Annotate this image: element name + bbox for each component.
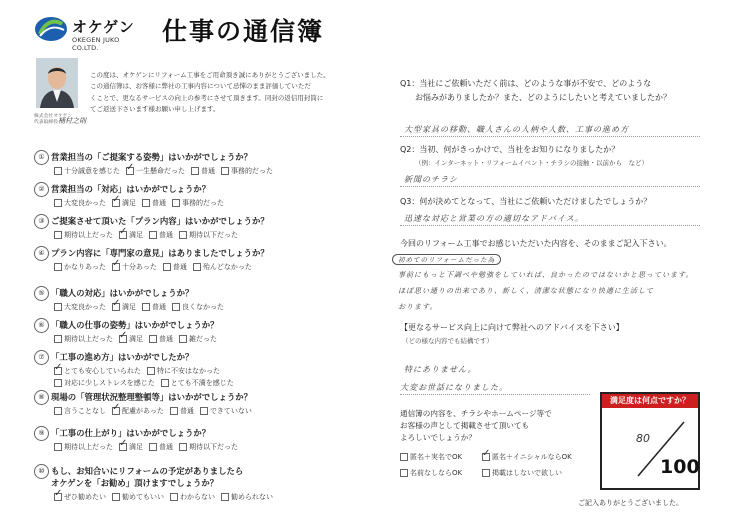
company-logo	[34, 14, 144, 50]
title-caption: 代表取締役	[34, 120, 58, 125]
option[interactable]	[170, 492, 215, 502]
publish-question-1: 通信簿の内容を、チラシやホームページ等で	[400, 409, 552, 418]
option[interactable]	[193, 262, 252, 272]
check-mark-icon: ✓	[119, 330, 128, 341]
question-text-2: オケゲンを「お勧め」頂けますでしょうか？	[51, 478, 219, 488]
option-label: 普通	[152, 199, 166, 207]
option[interactable]	[149, 442, 173, 452]
answer-line	[400, 394, 590, 395]
option-label: 普通	[159, 443, 173, 451]
option[interactable]	[161, 378, 234, 388]
q1-text: Q1：当社にご依頼いただく前は、どのような事が不安で、どのような	[400, 79, 652, 88]
answer-line	[400, 136, 700, 137]
checkbox[interactable]	[54, 231, 62, 239]
checkbox[interactable]	[54, 335, 62, 343]
option-label: 対応に少しストレスを感じた	[64, 379, 155, 387]
option[interactable]	[172, 198, 224, 208]
option-label: 言うことなし	[64, 407, 106, 415]
question-number: ⑨	[34, 426, 49, 441]
option-label: 満足	[129, 443, 143, 451]
impression-answer-3: おります。	[398, 303, 438, 311]
impression-answer-2: ほぼ思い通りの出来であり、新しく、清潔な状態になり快適に生活して	[398, 287, 654, 295]
advice-question: 【更なるサービス向上に向けて弊社へのアドバイスを下さい】	[400, 323, 624, 332]
checkbox[interactable]	[147, 367, 155, 375]
option-label: 名前なしならOK	[410, 469, 463, 477]
check-mark-icon: ✓	[112, 194, 121, 205]
option[interactable]	[54, 230, 113, 240]
q1-text-2: お悩みがありましたか？また、どのようにしたいと考えていましたか？	[415, 93, 671, 102]
advice-sub: （どの様な内容でも結構です）	[402, 337, 493, 345]
q2-answer: 新聞のチラシ	[404, 175, 458, 184]
question-text: 営業担当の「対応」はいかがでしょうか？	[51, 184, 211, 194]
option[interactable]	[119, 438, 143, 452]
option[interactable]	[200, 406, 252, 416]
option-label: ぜひ勧めたい	[64, 493, 106, 501]
option[interactable]	[221, 166, 273, 176]
checkbox[interactable]	[149, 443, 157, 451]
options-row	[54, 226, 238, 240]
options-row	[54, 402, 252, 416]
checkbox[interactable]	[119, 330, 128, 343]
checkbox[interactable]	[112, 493, 120, 501]
checkbox[interactable]	[482, 469, 490, 477]
intro-line: この度は、オケゲンにリフォーム工事をご用命頂き誠にありがとうございました。	[90, 71, 330, 79]
q3-answer: 迅速な対応と営業の方の適切なアドバイス。	[404, 214, 584, 223]
signature: 桶村之則	[58, 117, 86, 125]
option-label: とても不満を感じた	[170, 379, 234, 387]
options-row	[54, 162, 273, 176]
option-label: 満足	[122, 199, 136, 207]
options-row	[54, 438, 238, 452]
option[interactable]	[54, 262, 106, 272]
checkbox[interactable]	[119, 438, 128, 451]
company-caption: 株式会社オケゲン	[34, 114, 72, 119]
option[interactable]	[54, 362, 141, 376]
option[interactable]	[179, 334, 217, 344]
check-mark-icon: ✓	[119, 226, 128, 237]
option[interactable]	[142, 302, 166, 312]
option[interactable]	[163, 262, 187, 272]
option-label: 匿名＋実名でOK	[410, 453, 463, 461]
advice-answer-2: 大変お世話になりました。	[400, 383, 508, 392]
option-label: 期待以上だった	[64, 443, 113, 451]
checkbox[interactable]	[54, 488, 63, 501]
q2-example: （例：インターネット・リフォームイベント・チラシの接触・以前から など）	[415, 159, 648, 167]
publish-option[interactable]	[482, 468, 562, 478]
checkbox[interactable]	[400, 453, 408, 461]
option[interactable]	[119, 226, 143, 240]
option-label: 普通	[159, 231, 173, 239]
option[interactable]	[126, 162, 185, 176]
checkbox[interactable]	[172, 199, 180, 207]
question-number: ②	[34, 182, 49, 197]
question-number: ⑩	[34, 464, 49, 479]
option[interactable]	[54, 378, 155, 388]
check-mark-icon: ✓	[126, 162, 135, 173]
option[interactable]	[54, 488, 106, 502]
option-label: 殆んどなかった	[202, 263, 252, 271]
option[interactable]	[179, 230, 238, 240]
option-label: 大変良かった	[64, 199, 106, 207]
publish-option[interactable]	[400, 452, 462, 462]
option-label: 匿名＋イニシャルならOK	[492, 453, 572, 461]
q3-text: Q3：何が決めてとなって、当社にご依頼いただけましたでしょうか？	[400, 197, 652, 206]
options-row	[54, 194, 224, 208]
checkbox[interactable]	[179, 443, 187, 451]
check-mark-icon: ✓	[482, 448, 491, 459]
option[interactable]	[112, 492, 164, 502]
option-label: 勧めてもいい	[122, 493, 164, 501]
checkbox[interactable]	[172, 303, 180, 311]
options-row	[54, 488, 273, 502]
checkbox[interactable]	[149, 231, 157, 239]
option-label: 満足	[129, 335, 143, 343]
representative-photo	[36, 58, 78, 108]
options-row	[54, 298, 224, 312]
option-label: 期待以下だった	[189, 231, 238, 239]
check-mark-icon: ✓	[112, 402, 121, 413]
check-mark-icon: ✓	[111, 258, 121, 269]
option[interactable]	[54, 334, 113, 344]
option-label: 事務的だった	[182, 199, 224, 207]
checkbox[interactable]	[400, 469, 408, 477]
option[interactable]	[112, 194, 136, 208]
option-label: 特に不安はなかった	[157, 367, 220, 375]
page-title: 仕事の通信簿	[162, 17, 325, 46]
question-number: ⑧	[34, 390, 49, 405]
option-label: 一生懸命だった	[136, 167, 185, 175]
publish-option[interactable]	[482, 448, 572, 462]
answer-line	[400, 186, 700, 187]
option-label: 普通	[159, 335, 173, 343]
option[interactable]	[119, 330, 143, 344]
option-label: 普通	[179, 407, 194, 415]
option-label: 掲載はしないで欲しい	[492, 469, 562, 477]
checkbox[interactable]	[54, 443, 62, 451]
checkbox[interactable]	[142, 303, 150, 311]
satisfaction-score-box	[600, 392, 700, 490]
intro-line: この通信簿は、お客様に弊社の工事内容について忌憚のまま評価していただ	[90, 82, 311, 91]
option-label: 期待以上だった	[64, 335, 113, 343]
question-text: 営業担当の「ご提案する姿勢」はいかがでしょうか？	[51, 152, 252, 162]
option-label: 十分あった	[121, 263, 157, 271]
logo-mark-icon	[34, 16, 68, 42]
option[interactable]	[191, 166, 215, 176]
checkbox[interactable]	[54, 303, 62, 311]
checkbox[interactable]	[54, 379, 62, 387]
question-number: ①	[34, 150, 49, 165]
checkbox[interactable]	[112, 402, 121, 415]
option[interactable]	[142, 198, 166, 208]
intro-line: てご返送下さいます様お願い申し上げます。	[90, 104, 220, 113]
score-header: 満足度は何点ですか？	[602, 394, 698, 408]
option[interactable]	[179, 442, 238, 452]
logo-text: オケゲン	[72, 18, 135, 36]
checkbox[interactable]	[142, 199, 150, 207]
checkbox[interactable]	[112, 298, 121, 311]
option-label: 雑だった	[189, 335, 217, 343]
checkbox[interactable]	[112, 194, 121, 207]
question-text: ご提案させて頂いた「プラン内容」はいかがでしょうか？	[51, 216, 269, 226]
logo-subtext: OKEGEN JUKO CO.LTD.	[72, 36, 120, 52]
check-mark-icon: ✓	[54, 488, 63, 499]
question-number: ④	[34, 246, 49, 261]
check-mark-icon: ✓	[54, 362, 63, 373]
thanks-text: ご記入ありがとうございました。	[578, 499, 683, 507]
option-label: 満足	[129, 231, 143, 239]
question-number: ⑤	[34, 286, 49, 301]
option-label: 十分誠意を感じた	[64, 167, 120, 175]
checkbox[interactable]	[149, 335, 157, 343]
option[interactable]	[54, 198, 106, 208]
question-text: 現場の「管理状況整理整頓等」はいかがでしょうか？	[51, 392, 252, 402]
impression-question: 今回のリフォーム工事でお感じいただいた内容を、そのままご記入下さい。	[400, 239, 672, 248]
option-label: 普通	[172, 263, 187, 271]
option[interactable]	[54, 302, 106, 312]
option[interactable]	[149, 230, 173, 240]
checkbox[interactable]	[221, 167, 229, 175]
check-mark-icon: ✓	[112, 298, 121, 309]
checkbox[interactable]	[170, 493, 178, 501]
checkbox[interactable]	[163, 263, 171, 271]
checkbox[interactable]	[179, 231, 187, 239]
option-label: 大変良かった	[64, 303, 106, 311]
option[interactable]	[170, 406, 194, 416]
publish-option[interactable]	[400, 468, 462, 478]
option[interactable]	[54, 406, 106, 416]
option-label: 勧められない	[231, 493, 273, 501]
question-text: 「工事の進め方」はいかがでしたか？	[51, 352, 194, 362]
checkbox[interactable]	[119, 226, 128, 239]
question-text: 「職人の仕事の姿勢」はいかがでしょうか？	[51, 320, 219, 330]
intro-line: くことで、更なるサービスの向上の参考にさせて頂きます。同封の返信用封筒に	[90, 93, 324, 102]
advice-answer-1: 特にありません。	[404, 365, 477, 374]
score-max: 100	[660, 456, 700, 478]
checkbox[interactable]	[54, 407, 62, 415]
option-label: かなりあった	[64, 263, 106, 271]
impression-note: 初めてのリフォームだった為	[392, 254, 501, 265]
option[interactable]	[112, 402, 164, 416]
question-number: ⑥	[34, 318, 49, 333]
options-row	[54, 330, 217, 344]
question-number: ⑦	[34, 350, 49, 365]
question-number: ③	[34, 214, 49, 229]
checkbox[interactable]	[193, 263, 201, 271]
option-label: 良くなかった	[182, 303, 224, 311]
option[interactable]	[112, 298, 136, 312]
q2-text: Q2：当初、何がきっかけで、当社をお知りになりましたか？	[400, 145, 620, 154]
question-text: プラン内容に「専門家の意見」はありましたでしょうか？	[51, 248, 269, 258]
answer-line	[400, 225, 700, 226]
option-label: わからない	[180, 493, 215, 501]
checkbox[interactable]	[54, 167, 62, 175]
option-label: 満足	[122, 303, 136, 311]
option-label: 普通	[201, 167, 215, 175]
option[interactable]	[147, 366, 220, 376]
intro-text	[90, 70, 330, 115]
options-row	[54, 258, 252, 272]
option-label: 期待以上だった	[64, 231, 113, 239]
checkbox[interactable]	[200, 407, 208, 415]
option[interactable]	[149, 334, 173, 344]
options-row	[54, 362, 284, 388]
option-label: 期待以下だった	[189, 443, 238, 451]
publish-question-2: お客様の声として掲載させて頂いても	[400, 421, 530, 430]
checkbox[interactable]	[126, 162, 135, 175]
publish-question-3: よろしいでしょうか？	[400, 433, 476, 442]
checkbox[interactable]	[111, 258, 121, 271]
checkbox[interactable]	[54, 362, 63, 375]
checkbox[interactable]	[191, 167, 199, 175]
checkbox[interactable]	[221, 493, 229, 501]
option-label: 配慮があった	[122, 407, 164, 415]
option[interactable]	[54, 442, 113, 452]
option[interactable]	[54, 166, 120, 176]
impression-answer-1: 事前にもっと下調べや勉強をしていれば、良かったのではないかと思っています。	[398, 271, 694, 279]
score-value: 80	[636, 432, 650, 445]
option[interactable]	[221, 492, 273, 502]
checkbox[interactable]	[179, 335, 187, 343]
question-text: もし、お知合いにリフォームの予定がありましたら	[51, 466, 244, 476]
check-mark-icon: ✓	[119, 438, 128, 449]
checkbox[interactable]	[170, 407, 178, 415]
option[interactable]	[172, 302, 224, 312]
option-label: 事務的だった	[231, 167, 273, 175]
checkbox[interactable]	[54, 263, 62, 271]
checkbox[interactable]	[161, 379, 169, 387]
option-label: とても安心していられた	[64, 367, 141, 375]
option[interactable]	[111, 258, 157, 272]
question-text: 「工事の仕上がり」はいかがでしょうか？	[51, 428, 211, 438]
checkbox[interactable]	[482, 448, 491, 461]
option-label: できていない	[209, 407, 252, 415]
question-text: 「職人の対応」はいかがでしょうか？	[51, 288, 194, 298]
option-label: 普通	[152, 303, 166, 311]
checkbox[interactable]	[54, 199, 62, 207]
q1-answer: 大型家具の移動、職人さんの人柄や人数、工事の進め方	[404, 125, 629, 134]
